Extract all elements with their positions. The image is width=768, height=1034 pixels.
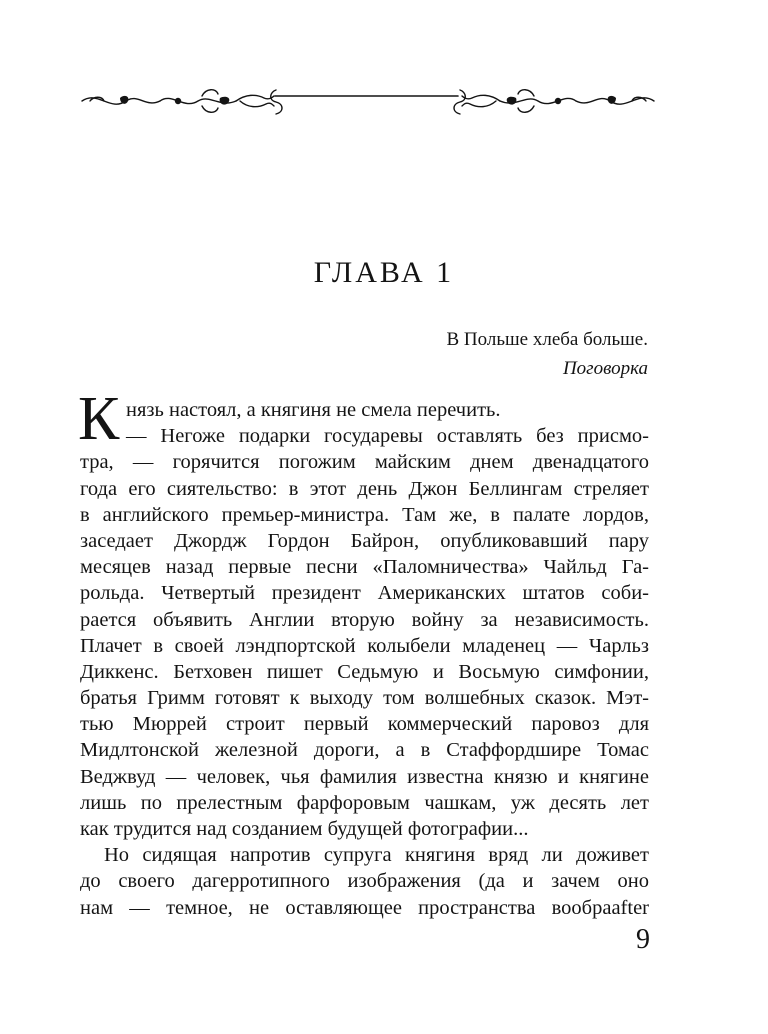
floral-divider-ornament-icon	[80, 84, 656, 120]
text-line: рается объявить Англии вторую войну за независимость.	[80, 608, 649, 631]
text-line: в английского премьер-министра. Там же, в палате лордов,	[80, 503, 649, 526]
text-line: — Негоже подарки государевы оставлять без присмо-	[126, 425, 649, 448]
text-line: до своего дагерротипного изображения (да и зачем оно	[80, 870, 649, 893]
text-line: года его сиятельство: в этот день Джон Беллингам стреляет	[80, 477, 649, 500]
text-line: Плачет в своей лэндпортской колыбели младенец — Чарльз	[80, 634, 649, 657]
text-line: нязь настоял, а княгиня не смела перечить.	[126, 399, 501, 421]
text-line: нам — темное, не оставляющее пространства вообраafter	[80, 896, 649, 919]
text-line: месяцев назад первые песни «Паломничества» Чайльд Га-	[80, 556, 649, 579]
body-text	[80, 397, 649, 921]
chapter-title: ГЛАВА 1	[313, 256, 455, 289]
text-line: братья Гримм готовят к выходу том волшебных сказок. Мэт-	[80, 687, 649, 710]
text-line: рольда. Четвертый президент Американских штатов соби-	[80, 582, 649, 605]
text-line: тью Мюррей строит первый коммерческий паровоз для	[80, 713, 649, 736]
text-line: Диккенс. Бетховен пишет Седьмую и Восьмую симфонии,	[80, 660, 649, 683]
text-line: лишь по прелестным фарфоровым чашкам, уж десять лет	[80, 791, 649, 814]
page-number: 9	[636, 924, 650, 955]
drop-cap: К	[78, 385, 120, 453]
epigraph	[447, 325, 649, 383]
text-line: тра, — горячится погожим майским днем двенадцатого	[80, 451, 649, 474]
text-line: Мидлтонской железной дороги, а в Стаффордшире Томас	[80, 739, 649, 762]
epigraph-source: Поговорка	[562, 358, 648, 379]
epigraph-quote: В Польше хлеба больше.	[446, 329, 648, 350]
text-line: Веджвуд — человек, чья фамилия известна князю и княгине	[80, 765, 649, 788]
text-line: заседает Джордж Гордон Байрон, опубликовавший пару	[80, 529, 649, 552]
text-line: как трудится над созданием будущей фотографии...	[80, 818, 529, 840]
text-line: Но сидящая напротив супруга княгиня вряд ли доживет	[104, 844, 649, 867]
